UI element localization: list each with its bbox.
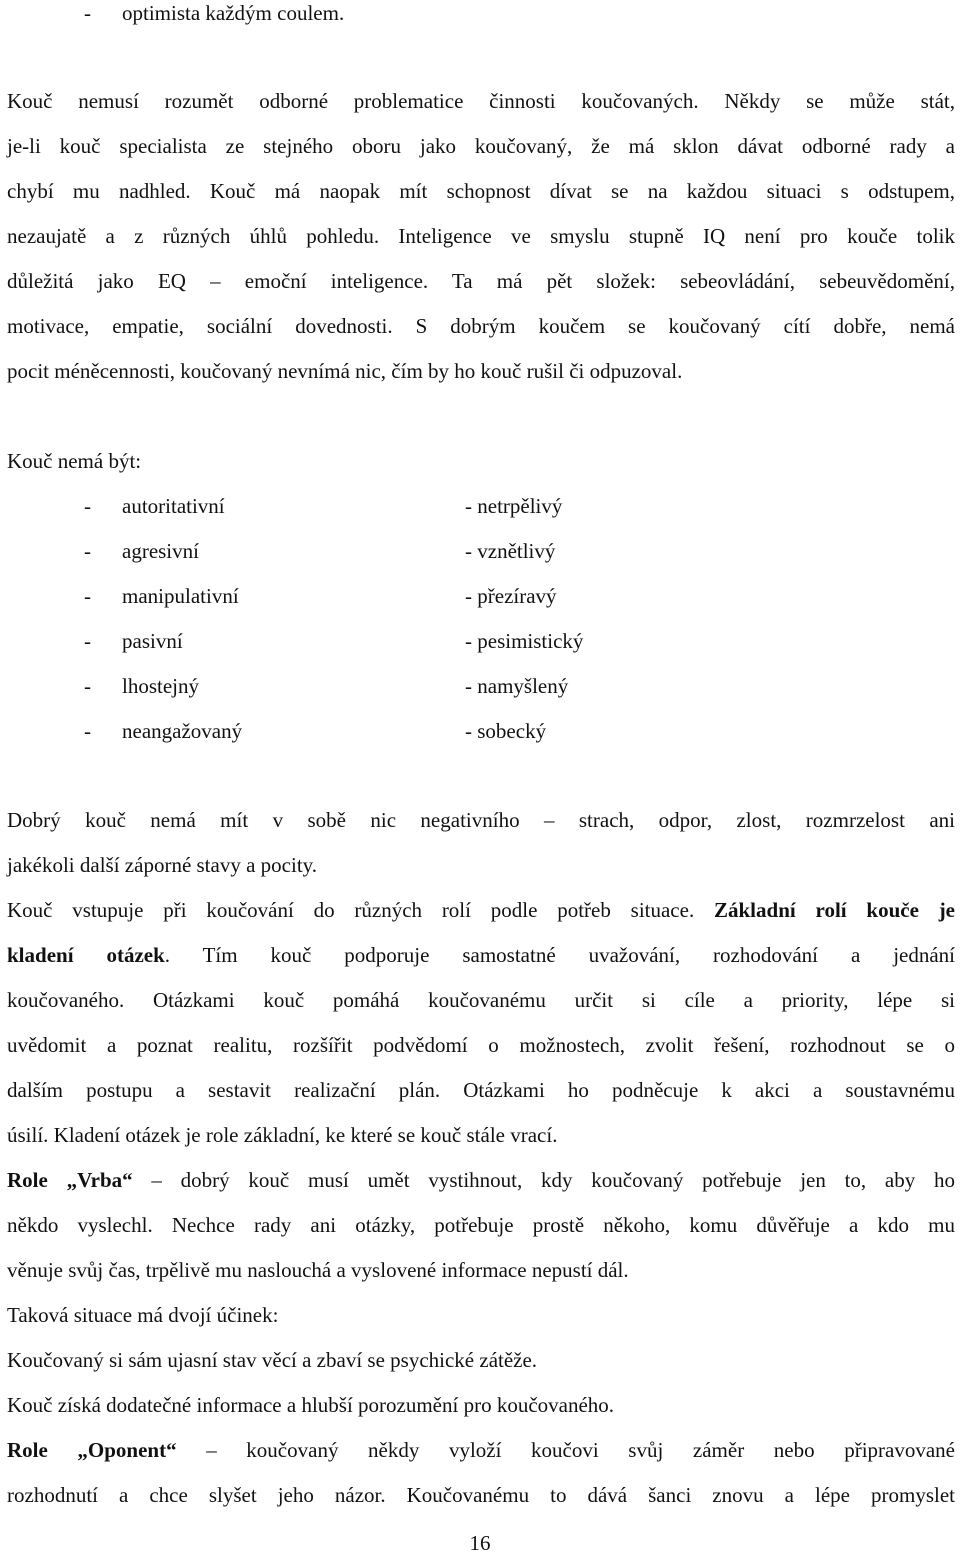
list-dash: - (84, 719, 91, 743)
list-item: manipulativní (122, 584, 239, 608)
paragraph-line: úsilí. Kladení otázek je role základní, ke které se kouč stále vrací. (7, 1123, 558, 1147)
paragraph-line: Kouč nemusí rozumět odborné problematice činnosti koučovaných. Někdy se může stát, (7, 89, 955, 113)
paragraph-line: motivace, empatie, sociální dovednosti. S dobrým koučem se koučovaný cítí dobře, nemá (7, 314, 955, 338)
paragraph-line: dalším postupu a sestavit realizační plán. Otázkami ho podněcuje k akci a soustavnému (7, 1078, 955, 1102)
bold-phrase: kladení otázek (7, 943, 165, 967)
page-number: 16 (469, 1531, 491, 1555)
paragraph-line: Role „Vrba“ – dobrý kouč musí umět vystihnout, kdy koučovaný potřebuje jen to, aby ho (7, 1168, 955, 1192)
paragraph-line: Taková situace má dvojí účinek: (7, 1303, 279, 1327)
list-item: pasivní (122, 629, 183, 653)
paragraph-line: uvědomit a poznat realitu, rozšířit podvědomí o možnostech, zvolit řešení, rozhodnout se o (7, 1033, 955, 1057)
paragraph-line: rozhodnutí a chce slyšet jeho názor. Koučovanému to dává šanci znovu a lépe promyslet (7, 1483, 955, 1507)
paragraph-line: jakékoli další záporné stavy a pocity. (7, 853, 318, 877)
list-item: - netrpělivý (465, 494, 563, 518)
list-item: - sobecký (465, 719, 547, 743)
paragraph-line: Koučovaný si sám ujasní stav věcí a zbaví se psychické zátěže. (7, 1348, 538, 1372)
paragraph-line: chybí mu nadhled. Kouč má naopak mít schopnost dívat se na každou situaci s odstupem, (7, 179, 955, 203)
list-item: optimista každým coulem. (122, 1, 345, 25)
paragraph-line: Kouč získá dodatečné informace a hlubší porozumění pro koučovaného. (7, 1393, 615, 1417)
paragraph-line: koučovaného. Otázkami kouč pomáhá koučovanému určit si cíle a priority, lépe si (7, 988, 955, 1012)
paragraph-line: Kouč vstupuje při koučování do různých rolí podle potřeb situace. Základní rolí kouče je (7, 898, 956, 922)
list-dash: - (84, 494, 91, 518)
paragraph-line: někdo vyslechl. Nechce rady ani otázky, potřebuje prostě někoho, komu důvěřuje a kdo mu (7, 1213, 955, 1237)
bold-phrase: Základní rolí kouče je (714, 898, 956, 922)
paragraph-line: pocit méněcennosti, koučovaný nevnímá nic, čím by ho kouč rušil či odpuzoval. (7, 359, 683, 383)
list-heading: Kouč nemá být: (7, 449, 142, 473)
list-dash: - (84, 584, 91, 608)
paragraph-line: věnuje svůj čas, trpělivě mu naslouchá a vyslovené informace nepustí dál. (7, 1258, 629, 1282)
list-item: - přezíravý (465, 584, 557, 608)
list-dash: - (84, 674, 91, 698)
paragraph-line: kladení otázek. Tím kouč podporuje samostatné uvažování, rozhodování a jednání (7, 943, 956, 967)
role-title: Role „Vrba“ (7, 1168, 133, 1192)
list-dash: - (84, 1, 91, 25)
paragraph-line: je-li kouč specialista ze stejného oboru jako koučovaný, že má sklon dávat odborné rady a (7, 134, 955, 158)
list-item: autoritativní (122, 494, 225, 518)
paragraph-line: nezaujatě a z různých úhlů pohledu. Inteligence ve smyslu stupně IQ není pro kouče tolik (7, 224, 955, 248)
list-item: neangažovaný (122, 719, 243, 743)
list-item: - pesimistický (465, 629, 584, 653)
list-item: lhostejný (122, 674, 199, 698)
paragraph-line: důležitá jako EQ – emoční inteligence. Ta má pět složek: sebeovládání, sebeuvědomění, (7, 269, 955, 293)
role-title: Role „Oponent“ (7, 1438, 177, 1462)
paragraph-line: Dobrý kouč nemá mít v sobě nic negativního – strach, odpor, zlost, rozmrzelost ani (7, 808, 955, 832)
paragraph-line: Role „Oponent“ – koučovaný někdy vyloží koučovi svůj záměr nebo připravované (7, 1438, 955, 1462)
list-dash: - (84, 629, 91, 653)
list-item: - namyšlený (465, 674, 569, 698)
list-item: - vznětlivý (465, 539, 556, 563)
list-item: agresivní (122, 539, 199, 563)
list-dash: - (84, 539, 91, 563)
